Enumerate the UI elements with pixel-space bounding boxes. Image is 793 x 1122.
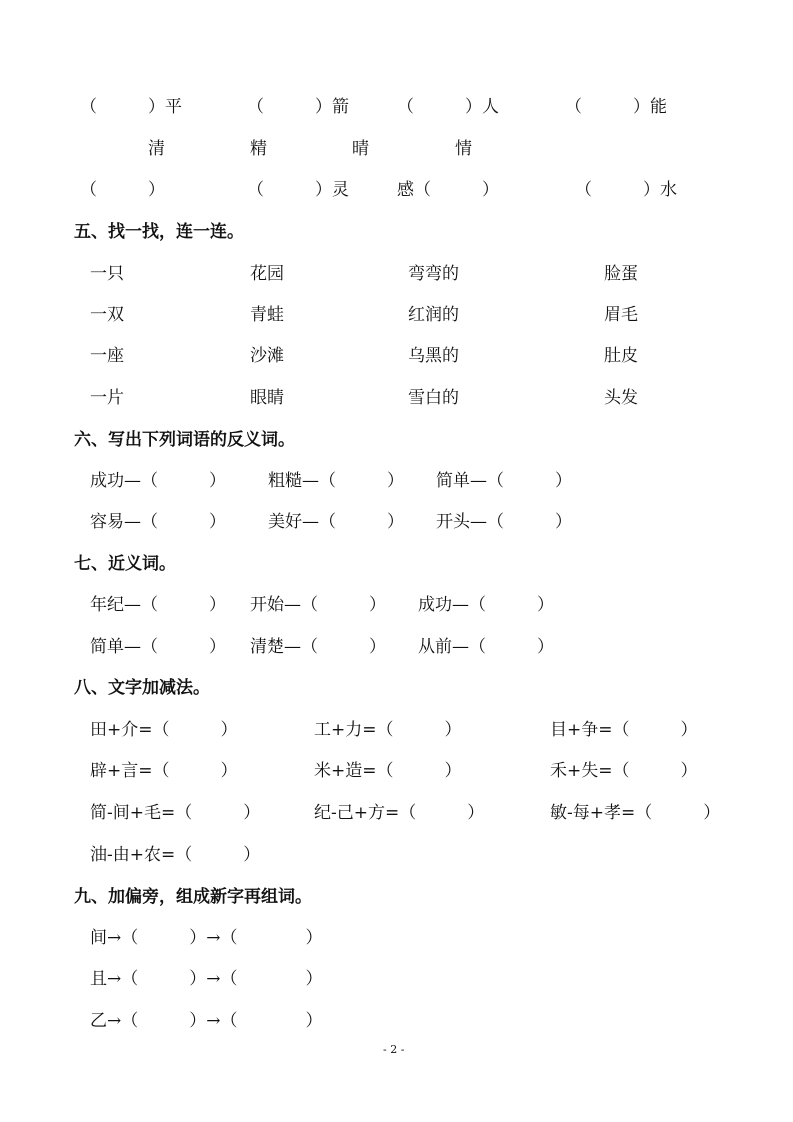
section-heading: 六、写出下列词语的反义词。 xyxy=(74,430,295,450)
blank-word: （ ） xyxy=(80,180,165,200)
match-item: 弯弯的 xyxy=(408,264,459,284)
char-math-item: 油-由+农=（ ） xyxy=(90,845,261,865)
match-item: 一双 xyxy=(90,305,124,325)
blank-word: 感（ ） xyxy=(397,180,499,200)
synonym-item: 简单—（ ） xyxy=(90,637,226,657)
synonym-item: 清楚—（ ） xyxy=(250,637,386,657)
antonym-item: 容易—（ ） xyxy=(90,512,226,532)
section-heading: 七、近义词。 xyxy=(74,554,176,574)
option-char: 晴 xyxy=(352,139,369,159)
antonym-item: 粗糙—（ ） xyxy=(268,471,404,491)
section-heading: 五、找一找，连一连。 xyxy=(74,222,244,242)
option-char: 情 xyxy=(455,139,472,159)
char-math-item: 目+争=（ ） xyxy=(550,720,698,740)
blank-word: （ ）箭 xyxy=(247,97,349,117)
match-item: 青蛙 xyxy=(250,305,284,325)
match-item: 花园 xyxy=(250,264,284,284)
blank-word: （ ）水 xyxy=(575,180,677,200)
antonym-item: 成功—（ ） xyxy=(90,471,226,491)
blank-word: （ ）能 xyxy=(565,97,667,117)
match-item: 肚皮 xyxy=(604,346,638,366)
synonym-item: 开始—（ ） xyxy=(250,595,386,615)
char-math-item: 禾+失=（ ） xyxy=(550,761,698,781)
synonym-item: 成功—（ ） xyxy=(418,595,554,615)
antonym-item: 开头—（ ） xyxy=(436,512,572,532)
blank-word: （ ）人 xyxy=(397,97,499,117)
match-item: 红润的 xyxy=(408,305,459,325)
char-math-item: 纪-己+方=（ ） xyxy=(314,803,485,823)
match-item: 一只 xyxy=(90,264,124,284)
page-number: - 2 - xyxy=(383,1043,405,1056)
section-heading: 九、加偏旁，组成新字再组词。 xyxy=(74,887,312,907)
synonym-item: 年纪—（ ） xyxy=(90,595,226,615)
antonym-item: 美好—（ ） xyxy=(268,512,404,532)
char-math-item: 辟+言=（ ） xyxy=(90,761,238,781)
section-heading: 八、文字加减法。 xyxy=(74,678,210,698)
antonym-item: 简单—（ ） xyxy=(436,471,572,491)
radical-item: 乙→（ ）→（ ） xyxy=(90,1011,323,1031)
match-item: 眼睛 xyxy=(250,388,284,408)
match-item: 头发 xyxy=(604,388,638,408)
blank-word: （ ）平 xyxy=(80,97,182,117)
match-item: 沙滩 xyxy=(250,346,284,366)
option-char: 清 xyxy=(148,139,165,159)
char-math-item: 米+造=（ ） xyxy=(314,761,462,781)
char-math-item: 敏-每+孝=（ ） xyxy=(550,803,721,823)
radical-item: 间→（ ）→（ ） xyxy=(90,928,323,948)
synonym-item: 从前—（ ） xyxy=(418,637,554,657)
match-item: 一片 xyxy=(90,388,124,408)
match-item: 脸蛋 xyxy=(604,264,638,284)
blank-word: （ ）灵 xyxy=(247,180,349,200)
match-item: 一座 xyxy=(90,346,124,366)
match-item: 眉毛 xyxy=(604,305,638,325)
char-math-item: 工+力=（ ） xyxy=(314,720,462,740)
char-math-item: 田+介=（ ） xyxy=(90,720,238,740)
match-item: 乌黑的 xyxy=(408,346,459,366)
option-char: 精 xyxy=(250,139,267,159)
radical-item: 且→（ ）→（ ） xyxy=(90,969,323,989)
match-item: 雪白的 xyxy=(408,388,459,408)
char-math-item: 简-间+毛=（ ） xyxy=(90,803,261,823)
